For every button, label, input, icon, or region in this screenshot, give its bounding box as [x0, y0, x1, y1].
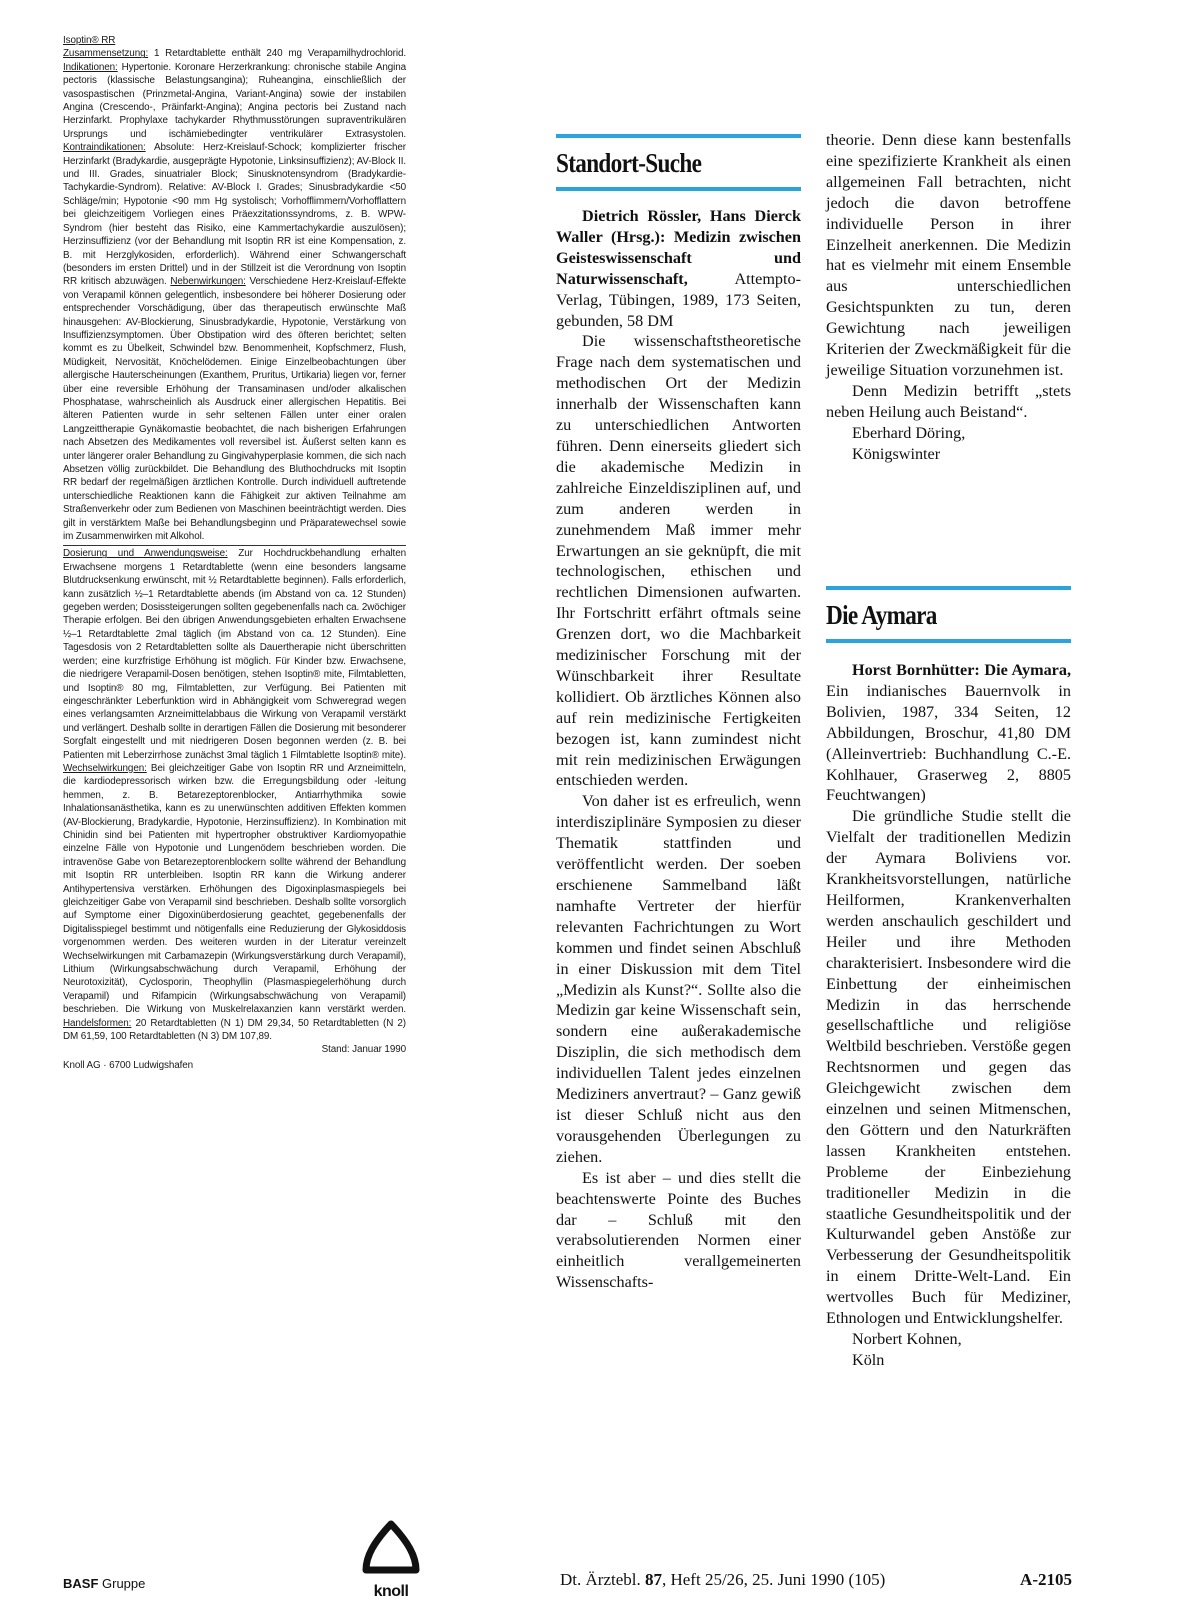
section-divider — [63, 545, 406, 546]
article1-paragraph-2: Von daher ist es erfreulich, wenn interdisziplinäre Symposien zu dieser Thematik stattfinden und veröffentlicht werden. Der soeben erschienene Sammelband läßt namhafte Vertreter der hierfür relevanten Fachrichtungen zu Wort kommen und findet seinen Abschluß in einer Diskussion mit dem Titel „Medizin als Kunst?“. Sollte also die Medizin gar keine Wissenschaft sein, sondern eine außerakademische Disziplin, die sich methodisch dem individuellen Talent jedes einzelnen Mediziners anvertraut? – Ganz gewiß ist dieser Schluß nicht aus den vorausgehenden Überlegungen zu ziehen. — [556, 792, 801, 1166]
article1-heading: Standort-Suche — [556, 148, 702, 178]
article1-bib-details: Attempto-Verlag, Tübingen, 1989, 173 Seiten, gebunden, 58 DM — [556, 269, 801, 330]
accent-bar-bottom — [556, 187, 801, 191]
article1-author-place: Königswinter — [852, 444, 941, 463]
wechselwirkungen-text: Bei gleichzeitiger Gabe von Isoptin RR und Arzneimitteln, die kardiodepressorisch wirken bzw. die Erregungsbildung oder -leitung hemmen, z. B. Betarezeptorenblocker, Antiarrhythmika sowie Inhalationsanästhetika, kann es zu unerwünschten additiven Effekten kommen (AV-Blockierung, Bradykardie, Hypotonie, Herzinsuffizienz). In Kombination mit Chinidin sind bei Patienten mit hypertropher obstruktiver Kardiomyopathie einzelne Fälle von Hypotonie und Lungenödem beschrieben worden. Die intravenöse Gabe von Betarezeptorenblockern sollte während der Behandlung mit Isoptin RR unterbleiben. Isoptin RR kann die Wirkung anderer Antihypertensiva verstärken. Erhöhungen des Digoxinplasmaspiegels bei gleichzeitiger Gabe von Verapamil sind beschrieben. Deshalb sollte vorsorglich auf Symptome einer Digoxinüberdosierung geachtet, gegebenenfalls der Digitalisspiegel bestimmt und nötigenfalls eine Reduzierung der Glykosiddosis vorgenommen werden. Des weiteren wurden in der Literatur vereinzelt Wechselwirkungen mit Carbamazepin (Wirkungsverstärkung durch Verapamil), Lithium (Wirkungsabschwächung durch Verapamil, Erhöhung der Neurotoxizität), Cyclosporin, Theophyllin (Plasmaspiegelerhöhung durch Verapamil) und Rifampicin (Wirkungsabschwächung von Verapamil) beschrieben. Die Wirkung von Muskelrelaxanzien kann verstärkt werden. — [63, 762, 406, 1016]
indikationen-text: Hypertonie. Koronare Herzerkrankung: chronische stabile Angina pectoris (klassische Belastungsangina); Ruheangina, einschließlich der vasospastischen (Prinzmetal-Angina, Variant-Angina) sowie der instabilen Angina (Crescendo-, Präinfarkt-Angina); Angina pectoris bei Zustand nach Herzinfarkt. Prophylaxe tachykarder Rhythmusstörungen supraventrikulären Ursprungs und ischämiebedingter ventrikulärer Extrasystolen. — [63, 61, 406, 140]
article1-paragraph-4: theorie. Denn diese kann bestenfalls eine spezifizierte Krankheit als einen allgemeinen Fall betrachten, nicht jedoch die davon betroffene individuelle Person in ihrer Einzelheit anerkennen. Die Medizin hat es vielmehr mit einem Ensemble aus unterschiedlichen Gesichtspunkten zu tun, deren Gewichtung nach jeweiligen Kriterien der Zweckmäßigkeit für die jeweilige Situation vorzunehmen ist. — [826, 131, 1071, 379]
article1-bib-title: Dietrich Rössler, Hans Dierck Waller (Hrsg.): Medizin zwischen Geisteswissenschaft und Naturwissenschaft, — [556, 207, 801, 288]
article1-bibliography — [556, 206, 801, 331]
article2-bib-title: Horst Bornhütter: Die Aymara, — [852, 661, 1071, 679]
pharma-info-column — [63, 34, 406, 1072]
article1-paragraph-3: Es ist aber – und dies stellt die beachtenswerte Pointe des Buches dar – Schluß mit den verabsolutierenden Normen einer einheitlich verallgemeinerten Wissenschafts- — [556, 1168, 801, 1292]
accent-bar-top — [826, 586, 1071, 590]
article2-bib-details: Ein indianisches Bauernvolk in Bolivien, 1987, 334 Seiten, 12 Abbildungen, Broschur, 41,80 DM (Alleinvertrieb: Buchhandlung C.-E. Kohlhauer, Graserweg 2, 8805 Feuchtwangen) — [826, 681, 1071, 805]
article1-heading-block — [556, 134, 801, 191]
article1-paragraph-5: Denn Medizin betrifft „stets neben Heilung auch Beistand“. — [826, 381, 1071, 421]
pharma-text-block-2 — [63, 547, 406, 1043]
article2-paragraph-1: Die gründliche Studie stellt die Vielfalt der traditionellen Medizin der Aymara Boliviens vor. Krankheitsvorstellungen, natürliche Heilformen, Krankenverhalten werden anschaulich geschildert und Heiler und ihre Methoden charakterisiert. Insbesondere wird die Einbettung der einheimischen Medizin in das herrschende gesellschaftliche und religiöse Weltbild beschrieben. Verstöße gegen Rechtsnormen und gegen das Gleichgewicht zwischen dem einzelnen und seinen Mitmenschen, den Göttern und den Naturkräften lassen Krankheiten entstehen. Probleme der Einbeziehung traditioneller Medizin in die staatliche Gesundheitspolitik und der Kulturwandel geben Anstöße zur Verbesserung der Gesundheitspolitik in einem Dritte-Welt-Land. Ein wertvolles Buch für Mediziner, Ethnologen und Entwicklungshelfer. — [826, 807, 1071, 1328]
nebenwirkungen-label: Nebenwirkungen: — [170, 276, 246, 288]
handelsformen-text: 20 Retardtabletten (N 1) DM 29,34, 50 Retardtabletten (N 2) DM 61,59, 100 Retardtabletten (N 3) DM 107,89. — [63, 1017, 406, 1043]
accent-bar-bottom — [826, 639, 1071, 643]
article1-column-2 — [826, 130, 1071, 465]
nebenwirkungen-text: Verschiedene Herz-Kreislauf-Effekte von Verapamil können gelegentlich, insbesondere bei höherer Dosierung oder entsprechender Vorschädigung, über das therapeutisch erwünschte Maß hinausgehen: AV-Blockierung, Sinusbradykardie, Hypotonie, Verstärkung von Insuffizienzsymptomen. Über Obstipation wird des öfteren berichtet; selten kommt es zu Übelkeit, Schwindel bzw. Benommenheit, Kopfschmerz, Flush, Müdigkeit, Nervosität, Knöchelödemen. Einige Einzelbeobachtungen über allergische Hauterscheinungen (Exanthem, Pruritus, Urtikaria) liegen vor, ferner über eine reversible Erhöhung der Transaminasen und/oder alkalischen Phosphatase, wahrscheinlich als Ausdruck einer allergischen Hepatitis. Bei älteren Patienten wurde in sehr seltenen Fällen unter einer oralen Langzeittherapie Gynäkomastie beobachtet, die nach bisherigen Erfahrungen nach Absetzen des Medikamentes voll reversibel ist. Äußerst selten kann es unter längerer oraler Behandlung zu Gingivahyperplasie kommen, die sich nach Absetzen völlig zurückbildet. Die Behandlung des Bluthochdrucks mit Isoptin RR bedarf der regelmäßigen ärztlichen Kontrolle. Durch individuell auftretende unterschiedliche Reaktionen kann die Fähigkeit zur aktiven Teilnahme am Straßenverkehr oder zum Bedienen von Maschinen beeinträchtigt werden. Dies gilt in verstärktem Maße bei Behandlungsbeginn und Präparatewechsel sowie im Zusammenwirken mit Alkohol. — [63, 276, 406, 543]
pharma-text-block — [63, 34, 406, 543]
indikationen-label: Indikationen: — [63, 61, 118, 73]
dosierung-text: Zur Hochdruckbehandlung erhalten Erwachsene morgens 1 Retardtablette (wenn eine besonders langsame Blutdrucksenkung erwünscht, mit ½ Retardtablette beginnen). Falls erforderlich, kann zusätzlich ½–1 Retardtablette abends (im Abstand von ca. 12 Stunden) gegeben werden; Dosissteigerungen sollten gegebenenfalls nach ca. 2wöchiger Therapie erfolgen. Bei den übrigen Anwendungsgebieten erhalten Erwachsene ½–1 Retardtablette 2mal täglich (im Abstand von ca. 12 Stunden). Eine Tagesdosis von 2 Retardtabletten sollte als Dauertherapie nicht überschritten werden; eine kurzfristige Erhöhung ist möglich. Für Kinder bzw. Erwachsene, die niedrigere Verapamil-Dosen benötigen, stehen Isoptin® mite, Filmtabletten, und Isoptin® 80 mg, Filmtabletten, zur Verfügung. Bei Patienten mit eingeschränkter Leberfunktion wird in Abhängigkeit vom Schweregrad wegen eines verlangsamten Arzneimittelabbaus die Wirkung von Verapamil verstärkt und verlängert. Deshalb sollte in derartigen Fällen die Dosierung mit besonderer Sorgfalt eingestellt und mit niedrigeren Dosen begonnen werden (z. B. bei Patienten mit Leberzirrhose zunächst 3mal täglich 1 Filmtablette Isoptin® mite). — [63, 548, 406, 761]
article2-bibliography — [826, 660, 1071, 806]
basf-bold: BASF — [63, 1576, 99, 1591]
handelsformen-label: Handelsformen: — [63, 1017, 132, 1029]
basf-group-label — [63, 1576, 145, 1591]
article1-author: Eberhard Döring, — [852, 423, 966, 442]
kontraindikationen-text: Absolute: Herz-Kreislauf-Schock; komplizierter frischer Herzinfarkt (Bradykardie, ausgeprägte Hypotonie, Linksinsuffizienz); AV-Block II. und III. Grades, sinuatrialer Block; Sinusknotensyndrom (Bradykardie-Tachykardie-Syndrom). Relative: AV-Block I. Grades; Sinusbradykardie <50 Schläge/min; Hypotonie <90 mm Hg systolisch; Vorhofflimmern/Vorhofflattern bei gleichzeitigem Vorliegen eines Präexzitationssyndroms, z. B. WPW-Syndrom (hier besteht das Risiko, eine Kammertachykardie auszulösen); Herzinsuffizienz (vor der Behandlung mit Isoptin RR ist eine Kompensation, z. B. mit Herzglykosiden, erforderlich). Während einer Schwangerschaft (besonders im ersten Drittel) und in der Stillzeit ist die Verordnung von Isoptin RR kritisch abzuwägen. — [63, 142, 406, 288]
issue-info: , Heft 25/26, 25. Juni 1990 (105) — [661, 1570, 886, 1589]
knoll-logo-word: knoll — [373, 1583, 409, 1600]
article2-heading-block — [826, 586, 1071, 643]
page-footer — [560, 1570, 1072, 1590]
stand-date: Stand: Januar 1990 — [321, 1044, 406, 1056]
page-number: A-2105 — [1020, 1570, 1072, 1589]
article2-column — [826, 660, 1071, 1371]
article2-heading: Die Aymara — [826, 600, 937, 630]
article1-paragraph-1: Die wissenschaftstheoretische Frage nach dem systematischen und methodischen Ort der Medizin innerhalb der Wissenschaften kann zu unterschiedlichen Antworten führen. Denn einerseits gliedert sich die akademische Medizin in zahlreiche Einzeldisziplinen auf, und zum anderen werden in zunehmendem Maß immer mehr Erwartungen an sie geknüpft, die mit technologischen, ethischen und rechtlichen Dimensionen aufwarten. Ihr Fortschritt erfährt oftmals seine Grenzen dort, wo die Machbarkeit medizinischer Forschung mit der Wünschbarkeit ihrer Resultate kollidiert. Ob ärztliches Können also auf rein medizinische Fertigkeiten bezogen ist, kann zumindest nicht mit rein medizinischen Erwägungen entschieden werden. — [556, 332, 801, 790]
company-address: Knoll AG · 6700 Ludwigshafen — [63, 1059, 194, 1071]
journal-volume: 87 — [644, 1570, 662, 1589]
basf-rest: Gruppe — [98, 1576, 146, 1591]
journal-name: Dt. Ärztebl. — [560, 1570, 641, 1589]
accent-bar-top — [556, 134, 801, 138]
zusammensetzung-text: 1 Retardtablette enthält 240 mg Verapamilhydrochlorid. — [148, 48, 406, 60]
product-name: Isoptin® RR — [63, 35, 116, 46]
wechselwirkungen-label: Wechselwirkungen: — [63, 762, 147, 774]
stand-line — [63, 1043, 406, 1056]
article2-author-place: Köln — [852, 1350, 885, 1369]
article1-column-1 — [556, 206, 801, 1293]
zusammensetzung-label: Zusammensetzung: — [63, 48, 149, 60]
dosierung-label: Dosierung und Anwendungsweise: — [63, 548, 228, 560]
kontraindikationen-label: Kontraindikationen: — [63, 142, 146, 154]
article2-author: Norbert Kohnen, — [852, 1330, 962, 1348]
